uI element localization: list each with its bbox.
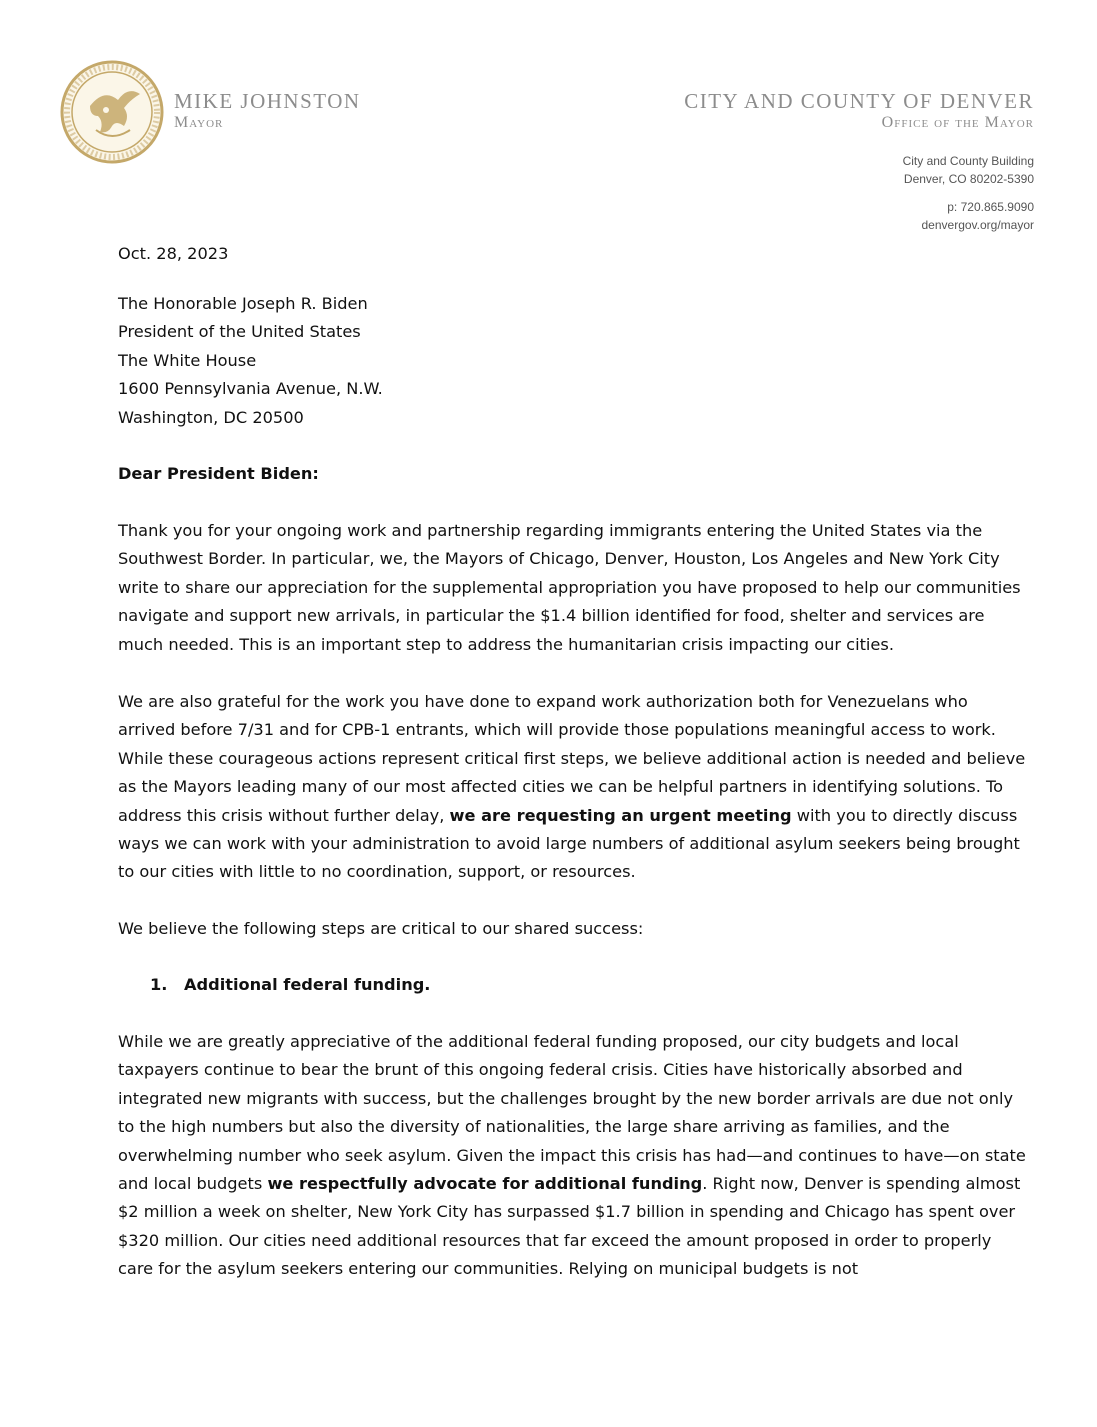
office-name: Office of the Mayor: [881, 114, 1034, 131]
letterhead-address: [903, 152, 1034, 234]
paragraph-4-text: While we are greatly appreciative of the additional federal funding proposed, our city budgets and local taxpayers continue to bear the brunt of this ongoing federal crisis. Cities have historically absorbed and integrated new migrants with success, but the challenges brought by the new border arrivals are due not only to the high numbers but also the diversity of nationalities, the large share arriving as families, and the overwhelming number who seek asylum. Given the impact this crisis has had—and continues to have—on state and local budgets: [118, 1032, 1026, 1194]
list-item-number: 1.: [150, 975, 168, 994]
phone: p: 720.865.9090: [947, 200, 1034, 214]
paragraph-2-text-end: with you to directly discuss ways we can work with your administration to avoid large numbers of additional asylum seekers being brought to our cities with little to no coordination, support, or resources.: [118, 805, 1020, 882]
website: denvergov.org/mayor: [921, 218, 1034, 232]
letterhead-mayor: [174, 89, 361, 133]
list-item-1: [150, 971, 430, 999]
letterhead-city: [684, 89, 1034, 133]
paragraph-2-bold: we are requesting an urgent meeting: [449, 805, 792, 825]
mayor-title: Mayor: [174, 114, 224, 131]
recipient-line2: President of the United States: [118, 322, 361, 342]
paragraph-2: [118, 688, 1028, 887]
address-line2: Denver, CO 80202-5390: [903, 172, 1034, 186]
paragraph-1: Thank you for your ongoing work and partnership regarding immigrants entering the United States via the Southwest Border. In particular, we, the Mayors of Chicago, Denver, Houston, Los Angeles and New York City write to share our appreciation for the supplemental appropriation you have proposed to help our communities navigate and support new arrivals, in particular the $1.4 billion identified for food, shelter and services are much needed. This is an important step to address the humanitarian crisis impacting our cities.: [118, 521, 1021, 654]
mayor-name: MIKE JOHNSTON: [174, 89, 361, 113]
paragraph-4: [118, 1028, 1028, 1284]
recipient-address: [118, 290, 1023, 432]
paragraph-2-text: We are also grateful for the work you have done to expand work authorization both for Venezuelans who arrived before 7/31 and for CPB-1 entrants, which will provide those populations meaningful access to work. While these courageous actions represent critical first steps, we believe additional action is needed and believe as the Mayors leading many of our most affected cities we can be helpful partners in identifying solutions. To address this crisis without further delay,: [118, 692, 1026, 825]
recipient-line3: The White House: [118, 350, 257, 370]
recipient-line4: 1600 Pennsylvania Avenue, N.W.: [118, 379, 383, 399]
denver-seal-icon: [60, 60, 164, 164]
recipient-line1: The Honorable Joseph R. Biden: [118, 294, 368, 313]
letter-date: Oct. 28, 2023: [118, 244, 229, 263]
list-item-heading: Additional federal funding.: [184, 975, 431, 994]
address-line1: City and County Building: [902, 154, 1034, 168]
paragraph-4-bold: we respectfully advocate for additional funding: [267, 1174, 703, 1194]
paragraph-4-text-end: . Right now, Denver is spending almost $2 million a week on shelter, New York City has surpassed $1.7 billion in spending and Chicago has spent over $320 million. Our cities need additional resources that far exceed the amount proposed in order to properly care for the asylum seekers entering our communities. Relying on municipal budgets is not: [118, 1174, 1021, 1279]
paragraph-3: We believe the following steps are critical to our shared success:: [118, 919, 644, 938]
city-name: CITY AND COUNTY OF DENVER: [684, 89, 1034, 113]
salutation: Dear President Biden:: [118, 464, 319, 483]
recipient-line5: Washington, DC 20500: [118, 407, 304, 427]
